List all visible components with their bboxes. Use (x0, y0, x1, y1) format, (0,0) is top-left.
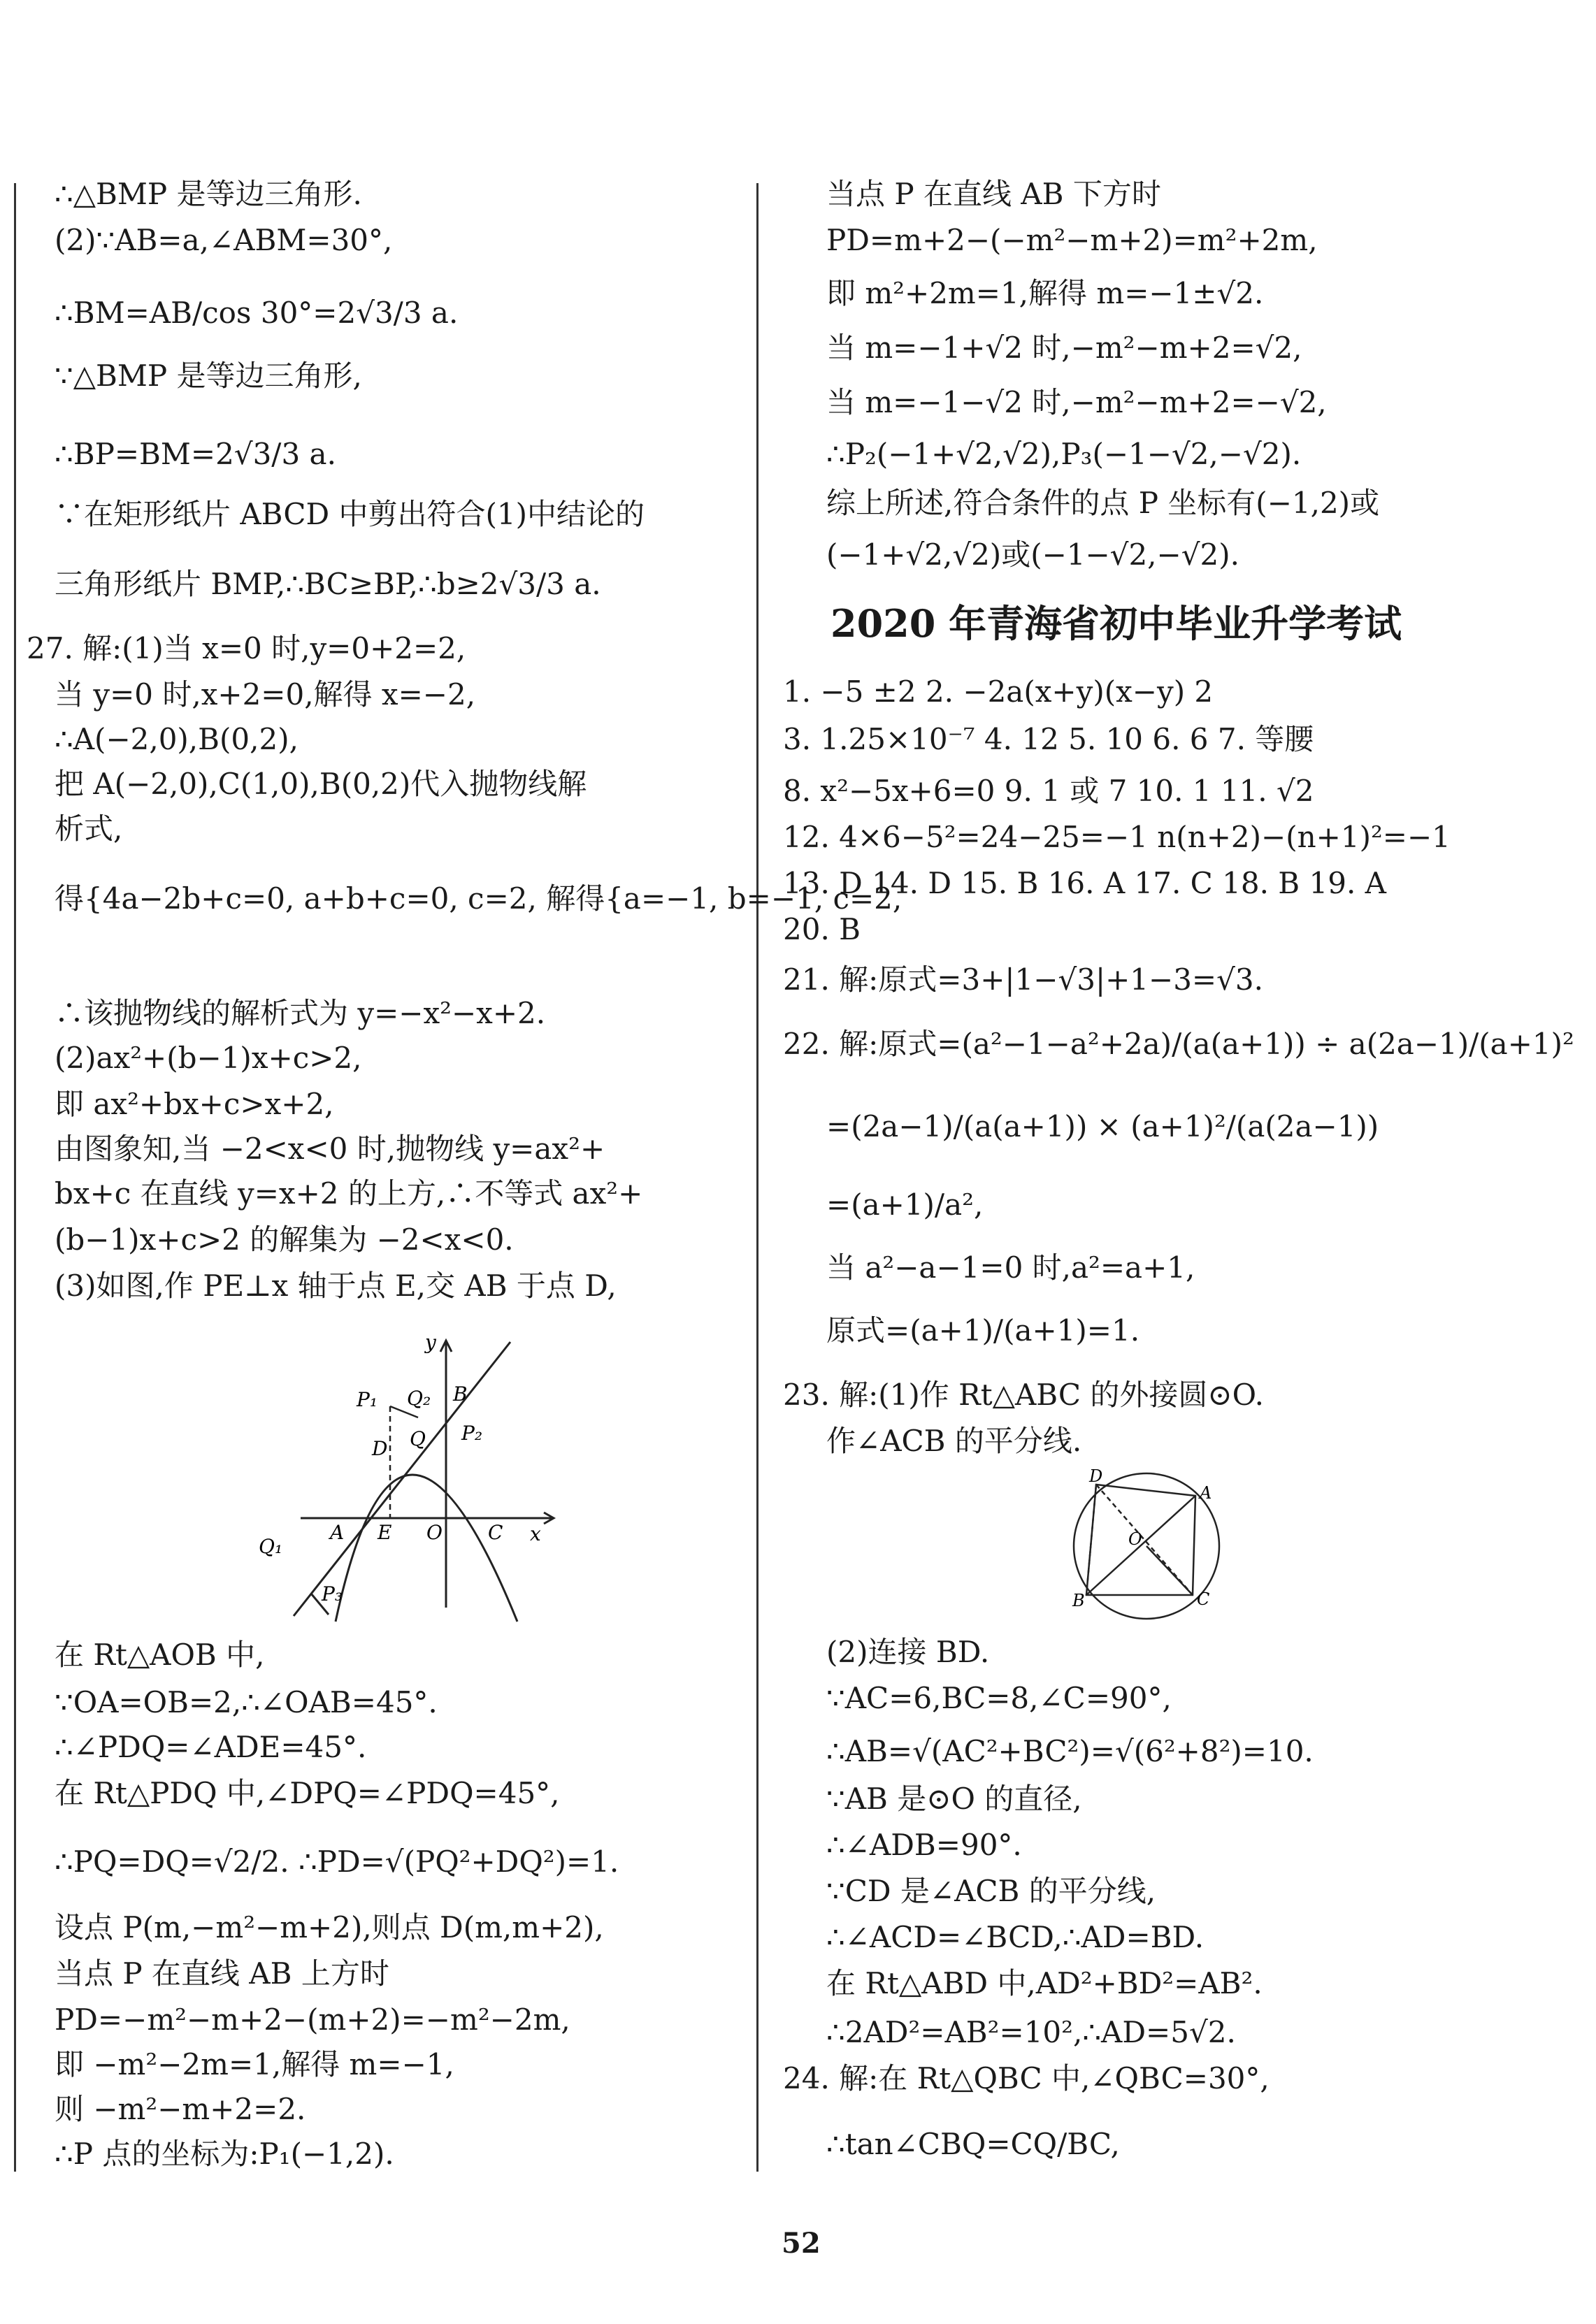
answer-line: 8. x²−5x+6=0 9. 1 或 7 10. 1 11. √2 (783, 774, 1314, 808)
text-line: (b−1)x+c>2 的解集为 −2<x<0. (55, 1222, 514, 1257)
text-line: (−1+√2,√2)或(−1−√2,−√2). (826, 537, 1239, 572)
answer-line: 23. 解:(1)作 Rt△ABC 的外接圆⊙O. (783, 1378, 1264, 1412)
text-line: ∵在矩形纸片 ABCD 中剪出符合(1)中结论的 (55, 497, 645, 531)
text-line: =(a+1)/a², (826, 1188, 984, 1222)
text-line: 即 ax²+bx+c>x+2, (55, 1087, 334, 1121)
text-line: ∴P₂(−1+√2,√2),P₃(−1−√2,−√2). (826, 437, 1302, 471)
text-line: ∴2AD²=AB²=10²,∴AD=5√2. (826, 2015, 1236, 2049)
text-line: 则 −m²−m+2=2. (55, 2092, 306, 2126)
text-line: 当 y=0 时,x+2=0,解得 x=−2, (55, 677, 476, 712)
answer-line: 21. 解:原式=3+|1−√3|+1−3=√3. (783, 962, 1263, 997)
text-line: ∴tan∠CBQ=CQ/BC, (826, 2127, 1120, 2161)
text-line: (3)如图,作 PE⊥x 轴于点 E,交 AB 于点 D, (55, 1269, 617, 1303)
text-line: ∴△BMP 是等边三角形. (55, 177, 362, 211)
text-line: 当点 P 在直线 AB 上方时 (55, 1956, 389, 1991)
figure-label: C (488, 1521, 503, 1544)
figure-label: P₁ (357, 1388, 378, 1411)
circle-figure (1056, 1468, 1237, 1636)
figure-label: Q (410, 1427, 426, 1450)
text-line: 把 A(−2,0),C(1,0),B(0,2)代入抛物线解 (55, 767, 587, 801)
figure-label: P₃ (322, 1582, 343, 1605)
text-line: (2)∵AB=a,∠ABM=30°, (55, 223, 393, 257)
text-line: PD=m+2−(−m²−m+2)=m²+2m, (826, 223, 1318, 257)
figure-label: B (453, 1383, 468, 1406)
equation-system: 得{4a−2b+c=0, a+b+c=0, c=2, 解得{a=−1, b=−1, c=2, (55, 881, 903, 916)
text-line: 在 Rt△ABD 中,AD²+BD²=AB². (826, 1966, 1263, 2000)
figure-label: D (372, 1437, 388, 1460)
answer-line: 1. −5 ±2 2. −2a(x+y)(x−y) 2 (783, 674, 1214, 709)
figure-label: Q₁ (259, 1535, 283, 1558)
text-line: ∴BM=AB/cos 30°=2√3/3 a. (55, 296, 459, 330)
text-line: ∴该抛物线的解析式为 y=−x²−x+2. (55, 996, 546, 1030)
text-line: ∵OA=OB=2,∴∠OAB=45°. (55, 1685, 438, 1719)
text-line: ∵AC=6,BC=8,∠C=90°, (826, 1681, 1172, 1715)
text-line: ∴∠PDQ=∠ADE=45°. (55, 1730, 367, 1764)
answer-line: 3. 1.25×10⁻⁷ 4. 12 5. 10 6. 6 7. 等腰 (783, 722, 1314, 756)
exam-section-title: 2020 年青海省初中毕业升学考试 (831, 601, 1402, 646)
text-line: 当 m=−1−√2 时,−m²−m+2=−√2, (826, 385, 1327, 419)
text-line: ∴AB=√(AC²+BC²)=√(6²+8²)=10. (826, 1734, 1314, 1768)
answer-line: 20. B (783, 912, 861, 946)
page-number: 52 (782, 2227, 821, 2260)
figure-label: A (330, 1521, 345, 1544)
column-divider (756, 183, 759, 2172)
text-line: ∴PQ=DQ=√2/2. ∴PD=√(PQ²+DQ²)=1. (55, 1845, 619, 1879)
text-line: 原式=(a+1)/(a+1)=1. (826, 1313, 1140, 1348)
answer-line: 22. 解:原式=(a²−1−a²+2a)/(a(a+1)) ÷ a(2a−1)/(a+1)² (783, 1027, 1574, 1061)
parabola-figure (252, 1328, 566, 1636)
answer-line: 24. 解:在 Rt△QBC 中,∠QBC=30°, (783, 2061, 1270, 2095)
text-line: 当点 P 在直线 AB 下方时 (826, 177, 1161, 211)
left-margin-rule (14, 183, 16, 2172)
text-line: 由图象知,当 −2<x<0 时,抛物线 y=ax²+ (55, 1132, 605, 1166)
text-line: bx+c 在直线 y=x+2 的上方,∴不等式 ax²+ (55, 1176, 643, 1211)
text-line: 当 m=−1+√2 时,−m²−m+2=√2, (826, 331, 1302, 365)
text-line: PD=−m²−m+2−(m+2)=−m²−2m, (55, 2002, 570, 2037)
answer-line: 12. 4×6−5²=24−25=−1 n(n+2)−(n+1)²=−1 (783, 820, 1451, 854)
text-line: ∵CD 是∠ACB 的平分线, (826, 1874, 1156, 1908)
answer-line: 13. D 14. D 15. B 16. A 17. C 18. B 19. A (783, 866, 1386, 900)
text-line: ∴BP=BM=2√3/3 a. (55, 437, 336, 471)
text-line: 在 Rt△AOB 中, (55, 1638, 265, 1672)
figure-label: E (378, 1521, 392, 1544)
text-line: 在 Rt△PDQ 中,∠DPQ=∠PDQ=45°, (55, 1776, 560, 1810)
text-line: 当 a²−a−1=0 时,a²=a+1, (826, 1250, 1195, 1285)
text-line: ∴A(−2,0),B(0,2), (55, 722, 299, 756)
text-line: (2)ax²+(b−1)x+c>2, (55, 1041, 362, 1075)
text-line: ∴P 点的坐标为:P₁(−1,2). (55, 2137, 394, 2171)
text-line: 综上所述,符合条件的点 P 坐标有(−1,2)或 (826, 486, 1380, 520)
figure-label: O (426, 1521, 443, 1544)
figure-label: Q₂ (407, 1387, 431, 1410)
problem-27-line: 27. 解:(1)当 x=0 时,y=0+2=2, (27, 631, 466, 665)
text-line: ∴∠ACD=∠BCD,∴AD=BD. (826, 1920, 1205, 1954)
figure-label: A (1200, 1483, 1212, 1503)
figure-label: C (1197, 1589, 1210, 1609)
text-line: 作∠ACB 的平分线. (826, 1424, 1082, 1458)
figure-label: B (1072, 1591, 1085, 1610)
figure-label: x (530, 1522, 541, 1545)
figure-label: y (425, 1331, 436, 1354)
figure-label: D (1089, 1468, 1103, 1486)
figure-axes (301, 1341, 554, 1608)
text-line: =(2a−1)/(a(a+1)) × (a+1)²/(a(2a−1)) (826, 1109, 1379, 1143)
figure-curves (294, 1342, 517, 1622)
text-line: ∴∠ADB=90°. (826, 1828, 1022, 1862)
text-line: 设点 P(m,−m²−m+2),则点 D(m,m+2), (55, 1910, 604, 1944)
text-line: ∵△BMP 是等边三角形, (55, 359, 362, 393)
figure-label: O (1128, 1529, 1142, 1549)
text-line: (2)连接 BD. (826, 1635, 990, 1669)
text-line: 即 m²+2m=1,解得 m=−1±√2. (826, 276, 1264, 310)
text-line: ∵AB 是⊙O 的直径, (826, 1782, 1082, 1816)
figure-label: P₂ (461, 1422, 483, 1445)
text-line: 析式, (55, 811, 123, 846)
text-line: 三角形纸片 BMP,∴BC≥BP,∴b≥2√3/3 a. (55, 567, 601, 601)
text-line: 即 −m²−2m=1,解得 m=−1, (55, 2047, 454, 2081)
